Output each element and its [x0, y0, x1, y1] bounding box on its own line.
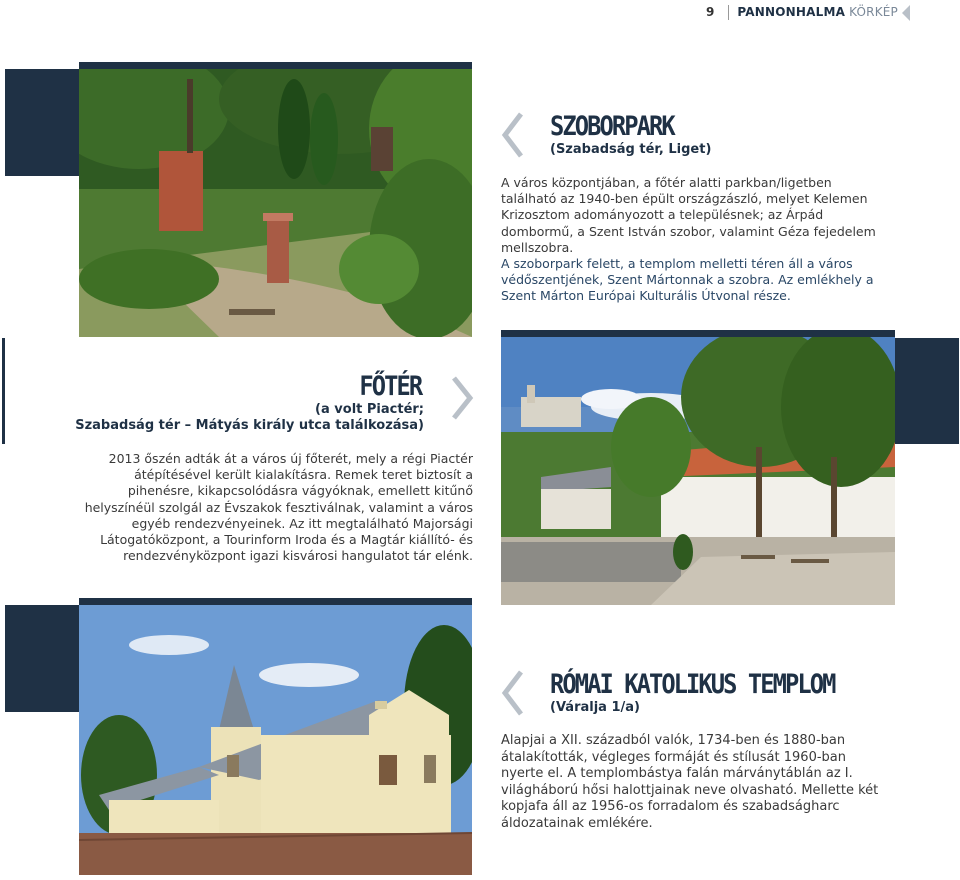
szoborpark-paragraph-1: A város központjában, a főtér alatti parkban/ligetben található az 1940-ben épült országzászló, melyet Kelemen Krizosztom adományozott a településnek; az Árpád dombormű, a Szent István szobor, valamint Géza fejedelem mellszobra.	[501, 175, 876, 255]
photo-bar-1	[79, 62, 472, 69]
szoborpark-title: SZOBORPARK	[550, 111, 674, 142]
templom-subtitle: (Váralja 1/a)	[550, 700, 640, 715]
templom-title: RÓMAI KATOLIKUS TEMPLOM	[550, 669, 835, 700]
page-header	[706, 4, 898, 20]
decor-block-1	[5, 69, 79, 176]
foter-subtitle-1: (a volt Piactér;	[315, 402, 424, 417]
foter-title: FŐTÉR	[359, 371, 421, 402]
szoborpark-subtitle: (Szabadság tér, Liget)	[550, 142, 712, 157]
photo-bar-3	[79, 598, 472, 605]
szoborpark-photo	[79, 69, 472, 337]
page-number: 9	[706, 5, 715, 19]
magazine-title: PANNONHALMA	[737, 5, 846, 19]
foter-photo	[501, 337, 895, 605]
decor-block-2	[895, 338, 959, 444]
header-triangle-icon	[902, 5, 910, 21]
foter-subtitle-2: Szabadság tér – Mátyás király utca találkozása)	[75, 418, 424, 433]
szoborpark-text	[501, 175, 881, 305]
templom-text: Alapjai a XII. századból valók, 1734-ben és 1880-ban átalakították, végleges formáját és stílusát 1960-ban nyerte el. A templombástya falán márványtáblán az I. világháború hősi halottjainak neve olvasható. Mellette két kopjafa áll az 1956-os forradalom és szabadságharc áldozatainak emlékére.	[501, 733, 879, 831]
chevron-left-icon	[497, 110, 527, 160]
decor-block-3	[5, 605, 79, 712]
chevron-left-icon-2	[497, 668, 527, 718]
foter-text: 2013 őszén adták át a város új főterét, mely a régi Piactér átépítésével került kialakításra. Remek teret biztosít a pihenésre, kikapcsolódásra vágyóknak, emellett kitűnő helyszínéül szolgál az Évszakok fesztiválnak, valamint a város egyéb rendezvényeinek. Az itt megtalálható Majorsági Látogatóközpont, a Tourinform Iroda és a Magtár kiállító- és rendezvényközpont igazi kisvárosi hangulatot tár elénk.	[84, 451, 473, 564]
chevron-right-icon	[448, 375, 478, 421]
magazine-subtitle: KÖRKÉP	[849, 5, 898, 19]
templom-photo	[79, 605, 472, 875]
decor-line-2	[2, 338, 5, 444]
szoborpark-paragraph-2: A szoborpark felett, a templom melletti téren áll a város védőszentjének, Szent Mártonnak a szobra. Az emlékhely a Szent Márton Európai Kulturális Útvonal része.	[501, 256, 874, 304]
photo-bar-2	[501, 330, 895, 337]
header-divider	[728, 5, 729, 20]
